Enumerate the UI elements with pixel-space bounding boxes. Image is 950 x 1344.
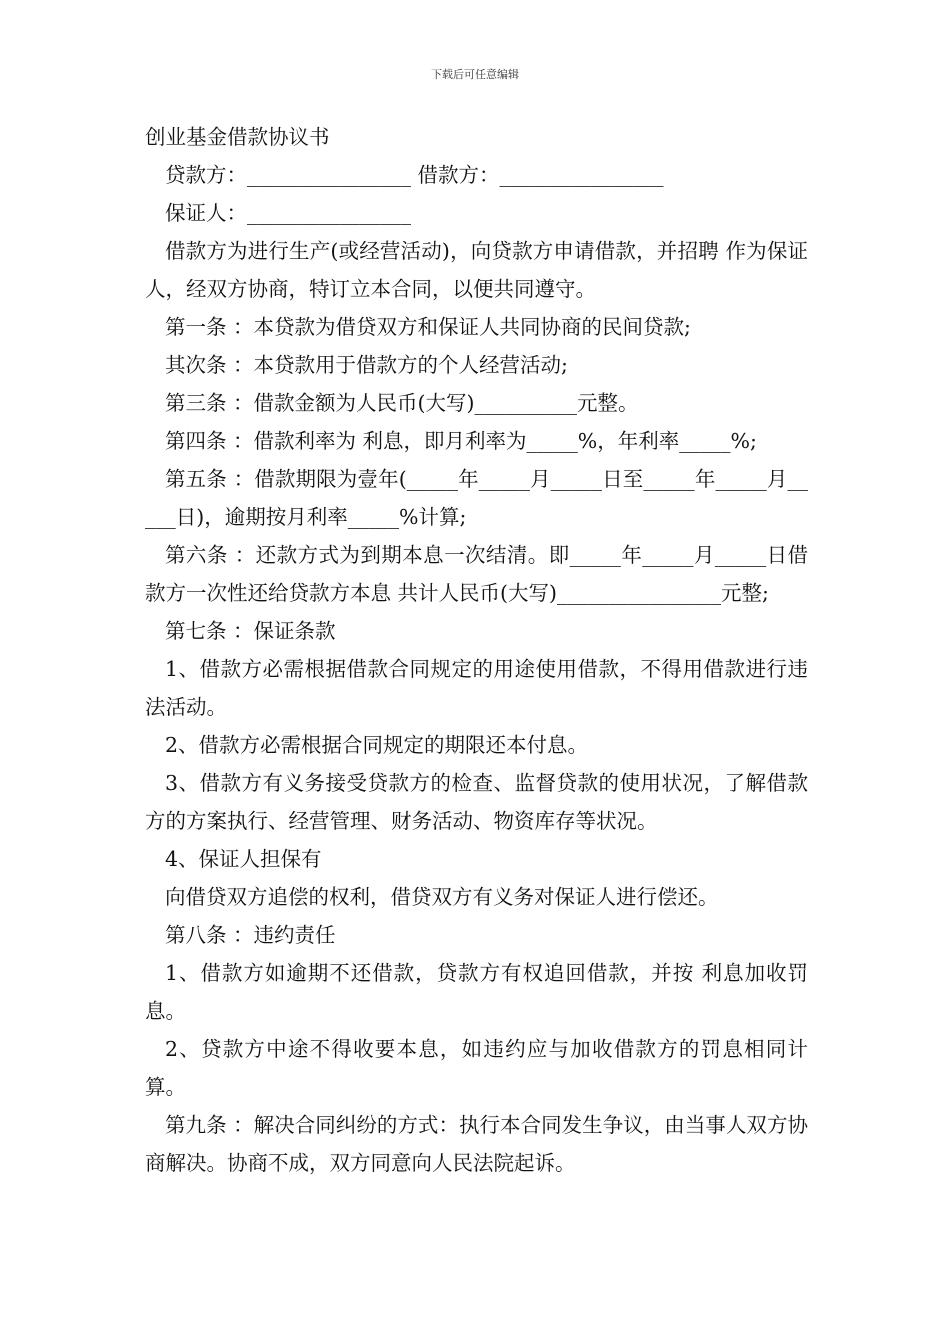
article-8-clause-1: 1、借款方如逾期不还借款，贷款方有权追回借款，并按 利息加收罚息。 bbox=[145, 961, 808, 1023]
article-2: 其次条 ：本贷款用于借款方的个人经营活动; bbox=[165, 353, 568, 377]
article-3: 第三条 ：借款金额为人民币(大写)__________元整。 bbox=[165, 391, 639, 415]
article-7-clause-1: 1、借款方必需根据借款合同规定的用途使用借款，不得用借款进行违法活动。 bbox=[145, 657, 808, 719]
preamble-paragraph: 借款方为进行生产(或经营活动)，向贷款方申请借款，并招聘 作为保证人，经双方协商，特订立本合同，以便共同遵守。 bbox=[145, 239, 808, 301]
document-body bbox=[145, 118, 808, 1182]
page-header-note: 下载后可任意编辑 bbox=[431, 68, 519, 81]
article-7-clause-4: 4、保证人担保有 bbox=[165, 847, 322, 871]
article-8-clause-2: 2、贷款方中途不得收要本息，如违约应与加收借款方的罚息相同计算。 bbox=[145, 1037, 808, 1099]
article-7-clause-2: 2、借款方必需根据合同规定的期限还本付息。 bbox=[165, 733, 589, 757]
party-guarantor: 保证人：________________ bbox=[165, 201, 411, 225]
article-7-clause-4-continued: 向借贷双方追偿的权利，借贷双方有义务对保证人进行偿还。 bbox=[165, 885, 719, 909]
article-1: 第一条 ：本贷款为借贷双方和保证人共同协商的民间贷款; bbox=[165, 315, 691, 339]
article-7-clause-3: 3、借款方有义务接受贷款方的检查、监督贷款的使用状况，了解借款方的方案执行、经营管理、财务活动、物资库存等状况。 bbox=[145, 771, 808, 833]
article-5: 第五条 ：借款期限为壹年(_____年_____月_____日至_____年_____月_____日)，逾期按月利率_____%计算; bbox=[145, 467, 808, 529]
party-lender-borrower: 贷款方：________________ 借款方：________________ bbox=[165, 163, 664, 187]
document-title: 创业基金借款协议书 bbox=[145, 125, 330, 149]
article-7-heading: 第七条 ：保证条款 bbox=[165, 619, 336, 643]
article-8-heading: 第八条 ：违约责任 bbox=[165, 923, 336, 947]
article-9: 第九条 ：解决合同纠纷的方式：执行本合同发生争议，由当事人双方协商解决。协商不成，双方同意向人民法院起诉。 bbox=[145, 1113, 808, 1175]
article-6: 第六条 ：还款方式为到期本息一次结清。即_____年_____月_____日借款方一次性还给贷款方本息 共计人民币(大写)________________元整; bbox=[145, 543, 808, 605]
article-4: 第四条 ：借款利率为 利息，即月利率为_____%，年利率_____%; bbox=[165, 429, 757, 453]
